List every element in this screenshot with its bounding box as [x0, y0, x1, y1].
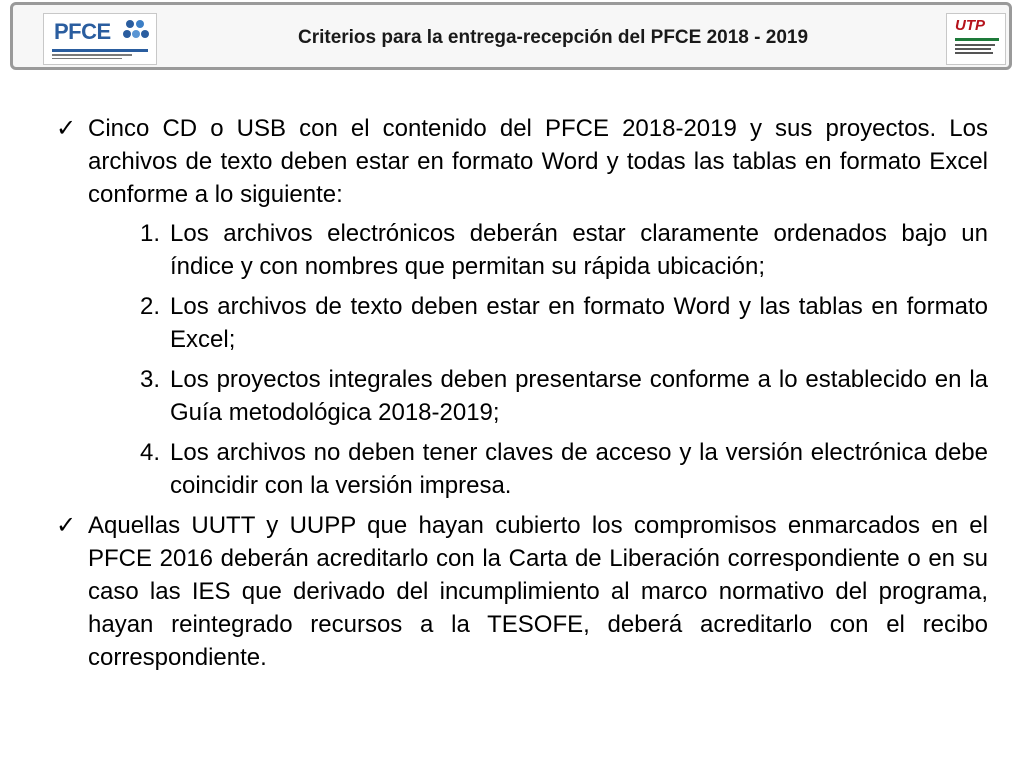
list-item-number: 2.	[140, 293, 161, 320]
bullet-uutt-uupp	[48, 509, 988, 674]
list-item-number: 3.	[140, 366, 161, 393]
bullet-text: Cinco CD o USB con el contenido del PFCE 2018-2019 y sus proyectos. Los archivos de texto deben estar en formato Word y todas las tablas en formato Excel conforme a lo siguiente:	[88, 115, 988, 208]
pfce-logo-text: PFCE	[54, 19, 111, 44]
pfce-logo-dots-icon	[122, 18, 150, 44]
header-banner	[10, 2, 1012, 70]
list-item-text: Los archivos de texto deben estar en formato Word y las tablas en formato Excel;	[170, 293, 988, 353]
pfce-logo-stripe-icon	[52, 48, 148, 60]
pfce-logo	[43, 13, 157, 65]
bullet-cd-usb	[48, 112, 988, 502]
list-item-text: Los proyectos integrales deben presentarse conforme a lo establecido en la Guía metodológica 2018-2019;	[170, 366, 988, 426]
list-item	[140, 217, 988, 283]
utp-logo	[946, 13, 1006, 65]
list-item	[140, 363, 988, 429]
numbered-list	[88, 217, 988, 502]
checkmark-icon: ✓	[56, 511, 77, 539]
list-item	[140, 436, 988, 502]
list-item	[140, 290, 988, 356]
list-item-number: 4.	[140, 439, 161, 466]
list-item-number: 1.	[140, 220, 161, 247]
checkmark-icon: ✓	[56, 114, 77, 142]
list-item-text: Los archivos no deben tener claves de acceso y la versión electrónica debe coincidir con la versión impresa.	[170, 439, 988, 499]
page-title: Criterios para la entrega-recepción del PFCE 2018 - 2019	[297, 27, 809, 48]
bullet-text: Aquellas UUTT y UUPP que hayan cubierto los compromisos enmarcados en el PFCE 2016 deberán acreditarlo con la Carta de Liberación correspondiente o en su caso las IES que derivado del incumplimiento al marco normativo del programa, hayan reintegrado recursos a la TESOFE, deberá acreditarlo con el recibo correspondiente.	[88, 512, 988, 671]
list-item-text: Los archivos electrónicos deberán estar claramente ordenados bajo un índice y con nombres que permitan su rápida ubicación;	[170, 220, 988, 280]
utp-logo-text: UTP	[955, 17, 985, 34]
slide-body	[48, 112, 988, 674]
utp-logo-lines-icon	[955, 38, 999, 58]
